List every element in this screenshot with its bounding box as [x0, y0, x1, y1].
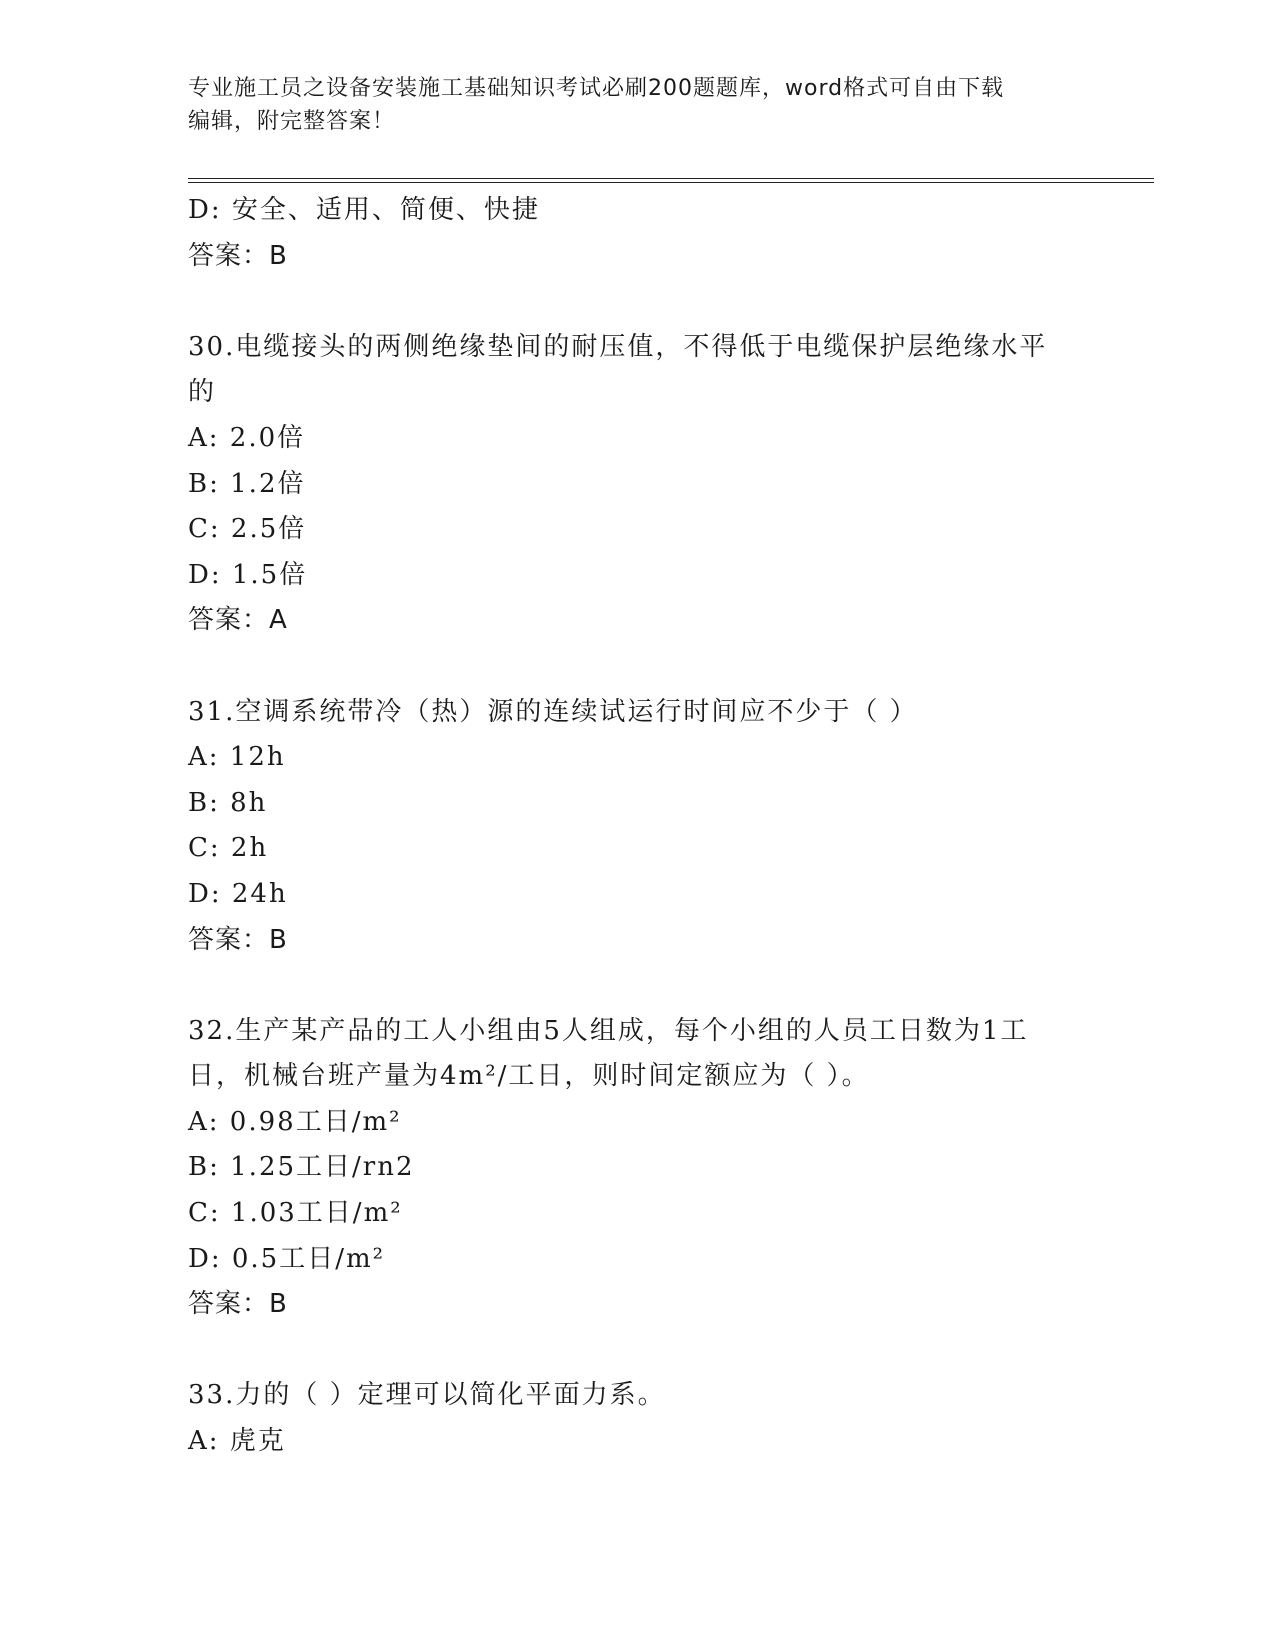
question-list [188, 188, 1088, 1465]
option-d: D: 24h [188, 878, 288, 909]
spacer [188, 1328, 1088, 1374]
answer-line: 答案：B [188, 924, 288, 955]
option-b: B: 1.25工日/rn2 [188, 1152, 415, 1183]
question-text-line-2: 日，机械台班产量为4m²/工日，则时间定额应为（ ）。 [188, 1061, 870, 1092]
answer-line: 答案：A [188, 605, 288, 636]
option-c: C: 2.5倍 [188, 514, 307, 545]
answer-line: 答案：B [188, 1289, 288, 1320]
option-b: B: 1.2倍 [188, 468, 306, 499]
option-a: A: 12h [188, 742, 286, 773]
document-header [188, 72, 1088, 138]
question-text-line-2: 的 [188, 377, 217, 408]
question-32 [188, 1009, 1088, 1328]
option-a: A: 2.0倍 [188, 422, 306, 453]
header-line-2: 编辑，附完整答案！ [188, 109, 396, 134]
header-divider-bottom [188, 182, 1154, 183]
header-line-1: 专业施工员之设备安装施工基础知识考试必刷200题题库，word格式可自由下载 [188, 76, 1005, 101]
option-d: D: 安全、适用、简便、快捷 [188, 195, 540, 225]
question-text-line-1: 32.生产某产品的工人小组由5人组成，每个小组的人员工日数为1工 [188, 1015, 1029, 1046]
spacer [188, 644, 1088, 690]
spacer [188, 963, 1088, 1009]
question-30 [188, 325, 1088, 644]
option-c: C: 1.03工日/m² [188, 1198, 403, 1229]
option-c: C: 2h [188, 833, 269, 864]
option-d: D: 0.5工日/m² [188, 1243, 386, 1274]
option-a: A: 0.98工日/m² [188, 1106, 402, 1137]
question-text-line-1: 31.空调系统带冷（热）源的连续试运行时间应不少于（ ） [188, 696, 918, 727]
option-a: A: 虎克 [188, 1426, 286, 1457]
question-33 [188, 1373, 1088, 1464]
option-d: D: 1.5倍 [188, 559, 308, 590]
question-text-line-1: 33.力的（ ）定理可以简化平面力系。 [188, 1380, 666, 1411]
header-divider-top [188, 178, 1154, 179]
answer-line: 答案：B [188, 240, 288, 271]
question-31 [188, 690, 1088, 964]
option-b: B: 8h [188, 787, 268, 818]
spacer [188, 279, 1088, 325]
question-text-line-1: 30.电缆接头的两侧绝缘垫间的耐压值，不得低于电缆保护层绝缘水平 [188, 331, 1048, 362]
question-29 [188, 188, 1088, 279]
